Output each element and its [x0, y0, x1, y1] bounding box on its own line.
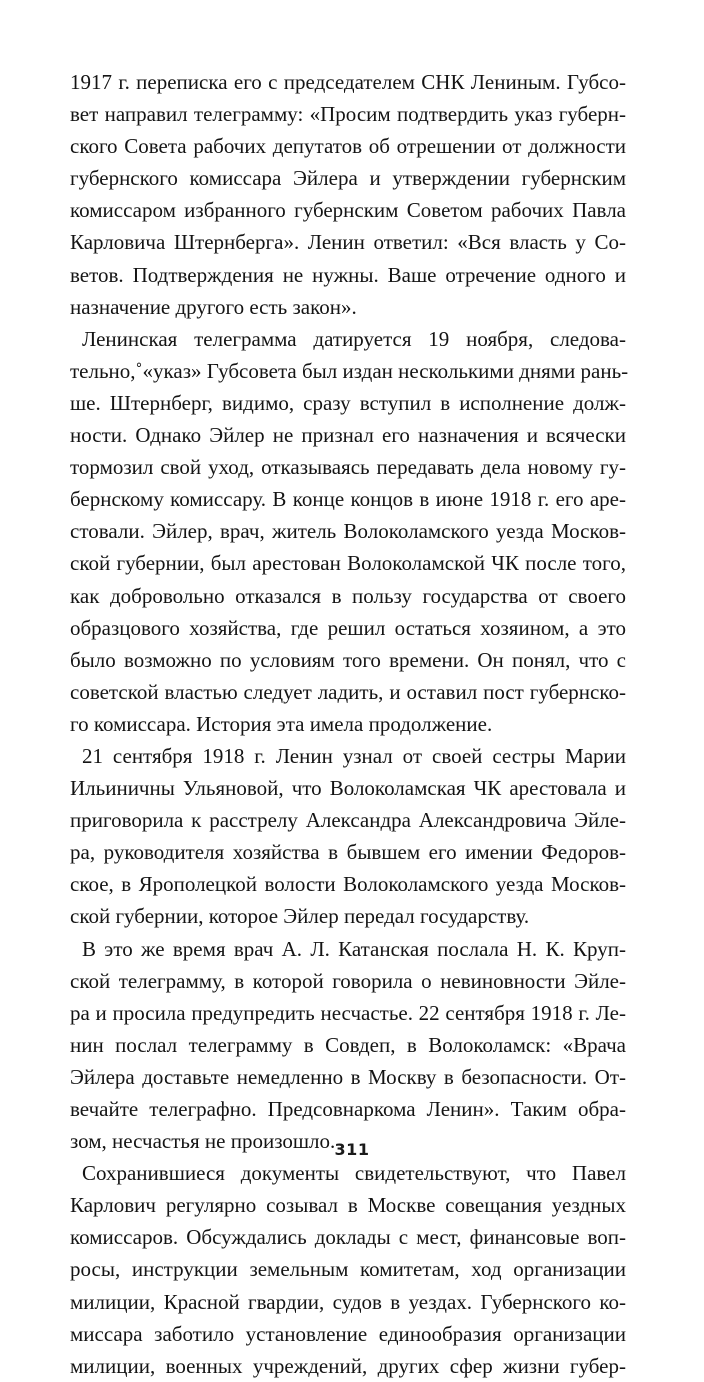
text-line: губернского комиссара Эйлера и утверждении губернским: [70, 166, 626, 191]
text-line: ского Совета рабочих депутатов об отрешении от должности: [70, 134, 626, 159]
text-line: Сохранившиеся документы свидетельствуют, что Павел: [82, 1161, 626, 1186]
text-line: комиссаром избранного губернским Советом рабочих Павла: [70, 198, 626, 223]
text-line: миссара заботило установление единообразия организации: [70, 1321, 626, 1346]
text-line: тельно,˚«указ» Губсовета был издан несколькими днями рань-: [70, 358, 629, 383]
text-line: Карловича Штернберга». Ленин ответил: «Вся власть у Со-: [70, 230, 626, 255]
text-line: росы, инструкции земельным комитетам, ход организации: [70, 1257, 626, 1282]
page-number: 311: [334, 1140, 370, 1159]
text-line: Эйлера доставьте немедленно в Москву в безопасности. От-: [70, 1064, 626, 1089]
text-line: В это же время врач А. Л. Катанская послала Н. К. Круп-: [82, 936, 626, 961]
text-line: ности. Однако Эйлер не признал его назначения и всячески: [70, 423, 626, 448]
text-line: 1917 г. переписка его с председателем СНК Лениным. Губсо-: [70, 70, 626, 94]
text-line: зом, несчастья не произошло.: [70, 1129, 336, 1154]
text-line: советской властью следует ладить, и оставил пост губернско-: [70, 679, 626, 704]
text-line: тормозил свой уход, отказываясь передавать дела новому гу-: [70, 455, 626, 480]
text-line: комиссаров. Обсуждались доклады с мест, финансовые воп-: [70, 1225, 626, 1250]
text-line: ше. Штернберг, видимо, сразу вступил в исполнение долж-: [70, 390, 626, 415]
text-line: было возможно по условиям того времени. Он понял, что с: [70, 647, 626, 672]
text-line: ра и просила предупредить несчастье. 22 сентября 1918 г. Ле-: [70, 1000, 626, 1025]
text-line: образцового хозяйства, где решил остаться хозяином, а это: [70, 615, 626, 640]
text-line: милиции, военных учреждений, других сфер жизни губер-: [70, 1353, 626, 1378]
text-line: нин послал телеграмму в Совдеп, в Волоколамск: «Врача: [70, 1032, 626, 1057]
text-line: вет направил телеграмму: «Просим подтвердить указ губерн-: [70, 102, 626, 127]
text-line: как добровольно отказался в пользу государства от своего: [70, 583, 626, 608]
page-text: [70, 66, 629, 1382]
text-line: ской телеграмму, в которой говорила о невиновности Эйле-: [70, 968, 626, 993]
text-line: вечайте телеграфно. Предсовнаркома Ленин». Таким обра-: [70, 1097, 626, 1121]
text-line: 21 сентября 1918 г. Ленин узнал от своей сестры Марии: [82, 743, 626, 768]
text-line: ской губернии, был арестован Волоколамской ЧК после того,: [70, 551, 626, 576]
text-line: го комиссара. История эта имела продолжение.: [70, 711, 493, 736]
text-line: ской губернии, которое Эйлер передал государству.: [70, 904, 530, 929]
text-line: ра, руководителя хозяйства в бывшем его имении Федоров-: [70, 840, 626, 865]
text-line: стовали. Эйлер, врач, житель Волоколамского уезда Москов-: [70, 519, 626, 544]
text-line: ветов. Подтверждения не нужны. Ваше отречение одного и: [70, 262, 626, 287]
text-line: назначение другого есть закон».: [70, 294, 357, 319]
text-line: милиции, Красной гвардии, судов в уездах. Губернского ко-: [70, 1289, 626, 1314]
text-line: Ленинская телеграмма датируется 19 ноября, следова-: [82, 326, 626, 351]
text-line: ское, в Ярополецкой волости Волоколамского уезда Москов-: [70, 872, 626, 897]
text-line: Ильиничны Ульяновой, что Волоколамская ЧК арестовала и: [70, 776, 626, 801]
text-line: бернскому комиссару. В конце концов в июне 1918 г. его аре-: [70, 487, 626, 512]
text-line: Карлович регулярно созывал в Москве совещания уездных: [70, 1193, 626, 1218]
text-line: приговорила к расстрелу Александра Александровича Эйле-: [70, 808, 626, 833]
